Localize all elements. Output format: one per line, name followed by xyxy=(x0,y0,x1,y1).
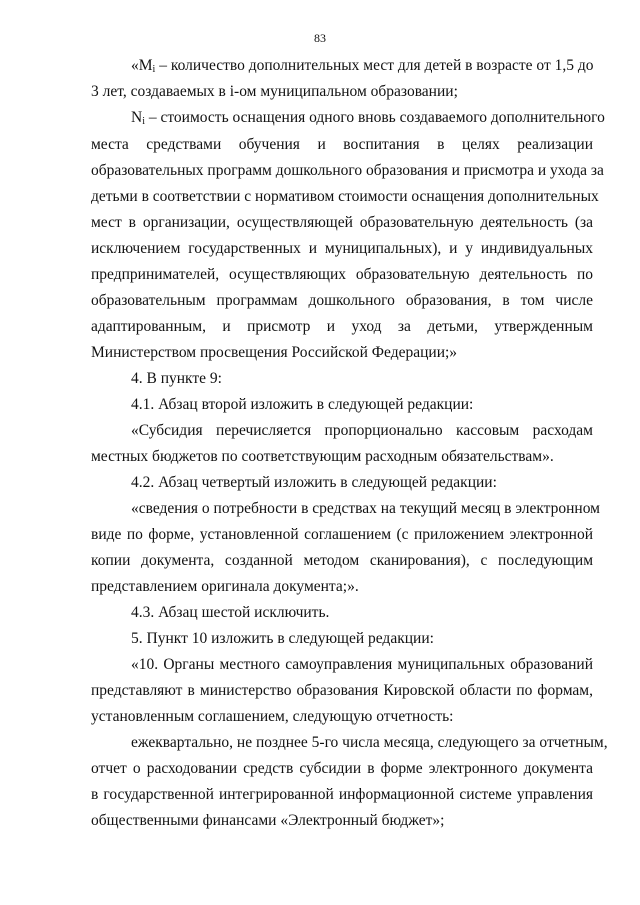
text-line: места средствами обучения и воспитания в целях реализации xyxy=(91,136,593,153)
text-line: представляют в министерство образования Кировской области по формам, xyxy=(91,682,593,699)
text-line: предпринимателей, осуществляющих образовательную деятельность по xyxy=(91,266,593,283)
subsection-heading: 4.1. Абзац второй изложить в следующей редакции: xyxy=(131,396,474,413)
variable-subscript: i xyxy=(142,116,145,127)
text-line: Министерством просвещения Российской Федерации;» xyxy=(91,344,458,361)
page-number: 83 xyxy=(314,31,326,45)
text-line: «сведения о потребности в средствах на текущий месяц в электронном xyxy=(131,500,600,517)
text-line: мест в организации, осуществляющей образовательную деятельность (за xyxy=(91,214,593,231)
text-line: отчет о расходовании средств субсидии в форме электронного документа xyxy=(91,760,593,777)
text-line: ежеквартально, не позднее 5-го числа месяца, следующего за отчетным, xyxy=(131,734,608,751)
variable-definition: – количество дополнительных мест для детей в возрасте от 1,5 до xyxy=(155,57,594,74)
text-line: в государственной интегрированной информационной системе управления xyxy=(91,786,593,803)
text-line: «10. Органы местного самоуправления муниципальных образований xyxy=(131,656,593,673)
text-line: представлением оригинала документа;». xyxy=(91,578,359,595)
text-line xyxy=(131,56,593,76)
text-line: адаптированным, и присмотр и уход за детьми, утвержденным xyxy=(91,318,593,335)
variable-symbol: «M xyxy=(131,57,153,74)
subsection-heading: 4.2. Абзац четвертый изложить в следующей редакции: xyxy=(131,474,497,491)
variable-subscript: i xyxy=(152,64,156,75)
text-line: исключением государственных и муниципальных), и у индивидуальных xyxy=(91,240,593,257)
text-line: местных бюджетов по соответствующим расходным обязательствам». xyxy=(91,448,554,465)
variable-symbol: N xyxy=(131,109,143,126)
text-line: виде по форме, установленной соглашением (с приложением электронной xyxy=(91,526,593,543)
text-line: детьми в соответствии с нормативом стоимости оснащения дополнительных xyxy=(91,188,599,205)
text-line: установленным соглашением, следующую отчетность: xyxy=(91,708,454,725)
text-line: образовательных программ дошкольного образования и присмотра и ухода за xyxy=(91,162,604,179)
text-line xyxy=(131,108,605,128)
text-line: 3 лет, создаваемых в i-ом муниципальном образовании; xyxy=(91,83,458,100)
section-heading: 4. В пункте 9: xyxy=(131,370,222,387)
subsection-heading: 4.3. Абзац шестой исключить. xyxy=(131,604,330,621)
text-line: «Субсидия перечисляется пропорционально кассовым расходам xyxy=(131,422,593,439)
variable-definition: – стоимость оснащения одного вновь создаваемого дополнительного xyxy=(144,109,605,126)
text-line: образовательным программам дошкольного образования, в том числе xyxy=(91,292,593,309)
text-line: общественными финансами «Электронный бюджет»; xyxy=(91,812,445,829)
text-line: копии документа, созданной методом сканирования), с последующим xyxy=(91,552,593,569)
section-heading: 5. Пункт 10 изложить в следующей редакции: xyxy=(131,630,434,647)
